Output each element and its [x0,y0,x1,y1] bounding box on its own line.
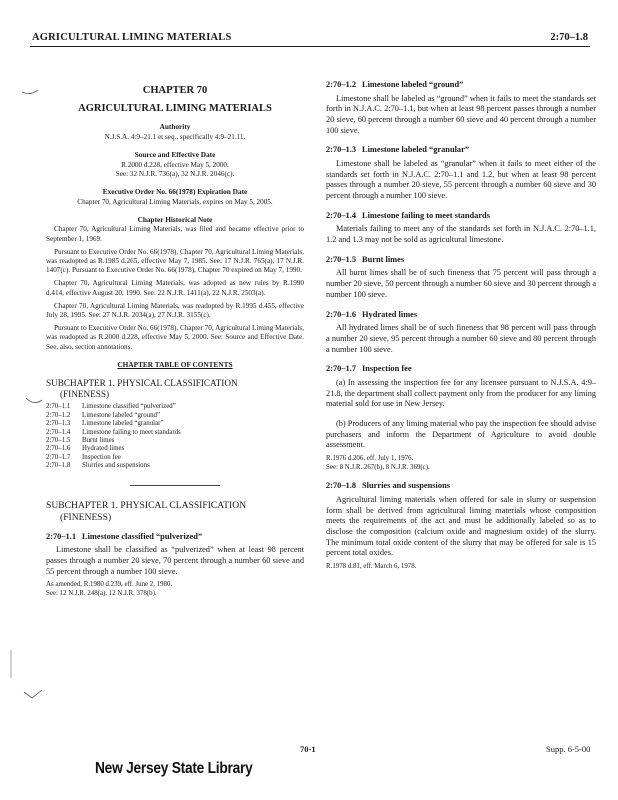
toc-entry[interactable] [46,429,304,437]
header-section-range: 2:70–1.8 [550,32,588,43]
header-title: AGRICULTURAL LIMING MATERIALS [32,32,232,43]
section-heading [326,255,596,266]
section-title: Limestone classified “pulverized” [82,531,203,541]
historical-note-paragraph: Chapter 70, Agricultural Liming Materials, was readopted by R.1995 d.455, effective July 28, 1995. See: 27 N.J.R. 2034(a), 27 N.J.R. 3155(c). [46,301,304,319]
section-body: Agricultural liming materials when offered for sale in slurry or suspension form shall be derived from agricultural liming materials whose composition meets the requirements of the act and must be additionally labeled so as to disclose the composition (calcium oxide and magnesium oxide) of the slurry. The minimum total oxide content of the slurry that may be offered for sale is 15 percent total oxides. [326,494,596,558]
supplement-date: Supp. 6-5-00 [546,744,591,754]
table-of-contents [46,403,304,470]
toc-entry[interactable] [46,403,304,411]
section-title: Burnt limes [362,254,405,264]
right-column [326,80,596,572]
section-heading [326,80,596,91]
toc-entry[interactable] [46,445,304,453]
toc-entry[interactable] [46,412,304,420]
subchapter-heading-line: SUBCHAPTER 1. PHYSICAL CLASSIFICATION [46,499,247,511]
section-title: Inspection fee [362,364,412,374]
section-heading [326,310,596,321]
section-number: 2:70–1.4 [326,210,357,220]
section-body: Limestone shall be labeled as “granular” when it fails to meet either of the standards set forth in N.J.A.C. 2:70–1.1 and 1.2, but when at least 98 percent passes through a number 20 sieve, 55 percent through a number 60 sieve and 30 percent through a number 100 sieve. [326,159,596,201]
toc-entry-title: Inspection fee [82,453,121,461]
margin-scan-mark [20,84,42,98]
source-line: See: 32 N.J.R. 736(a), 32 N.J.R. 2046(c). [115,169,235,178]
source-line: R.2000 d.228, effective May 5, 2000. [121,160,229,169]
toc-entry-title: Limestone failing to meet standards [82,428,181,436]
section-body: (a) In assessing the inspection fee for any licensee pursuant to N.J.S.A. 4:9–21.8, the department shall collect payment only from the producer for any liming material sold for use in New Jersey. [326,377,596,409]
chapter-number: CHAPTER 70 [142,85,208,96]
margin-scan-mark [24,394,46,408]
toc-entry-number: 2:70–1.1 [46,403,71,411]
historical-note-paragraph: Pursuant to Executive Order No. 66(1978), Chapter 70, Agricultural Liming Materials, was readopted as R.1985 d.265, effective May 7, 1985. See: 17 N.J.R. 765(a), 17 N.J.R. 1407(c). Pursuant to Executive Order No. 66(1978), Chapter 70 expired on May 7, 1990. [46,247,304,275]
section-number: 2:70–1.2 [326,80,357,89]
citation-line: As amended, R.1980 d.239, eff. June 2, 1980. [46,581,173,589]
historical-note-paragraph: Pursuant to Executive Order No. 66(1978), Chapter 70, Agricultural Liming Materials, was readopted as R.2000 d.228, effective May 5, 2000. See: Source and Effective Date. See, also, section annotations. [46,324,304,351]
margin-scan-mark [8,650,14,680]
section-number: 2:70–1.6 [326,309,357,319]
historical-note-heading: Chapter Historical Note [137,214,213,224]
toc-subchapter-heading [46,378,304,400]
authority-text: N.J.S.A. 4:9–21.1 et seq., specifically 4:9–21.11. [104,132,246,141]
executive-order-heading: Executive Order No. 66(1978) Expiration Date [102,186,248,196]
section-number: 2:70–1.7 [326,364,357,374]
section-heading [326,211,596,222]
table-of-contents-heading: CHAPTER TABLE OF CONTENTS [117,359,233,369]
historical-note-paragraph: Chapter 70, Agricultural Liming Materials, was filed and became effective prior to September 1, 1969. [46,225,304,243]
section-body: All burnt limes shall be of such fineness that 75 percent will pass through a number 20 sieve, 50 percent through a number 60 sieve and 30 percent through a number 100 sieve. [326,268,596,299]
toc-entry-number: 2:70–1.6 [46,445,71,453]
toc-entry-title: Limestone labeled “granular” [82,420,164,428]
toc-entry[interactable] [46,462,304,470]
subchapter-heading-line: (FINENESS) [60,511,112,523]
toc-entry[interactable] [46,454,304,462]
section-body: Limestone shall be classified as “pulverized” when at least 98 percent passes through a number 20 sieve, 70 percent through a number 60 sieve and 55 percent through a number 100 sieve. [46,545,304,576]
toc-subchapter-line: (FINENESS) [60,389,110,400]
section-heading [46,532,304,543]
left-column [46,80,304,599]
section-body: Materials failing to meet any of the standards set forth in N.J.A.C. 2:70–1.1, 1.2 and 1.3 may not be sold as agricultural limestone. [326,224,596,245]
subchapter-heading [46,500,304,524]
toc-entry[interactable] [46,420,304,428]
running-header [30,30,590,47]
section-title: Limestone labeled “granular” [362,145,470,155]
page-number: 70-1 [300,744,316,754]
section-divider [130,485,220,486]
toc-entry-number: 2:70–1.3 [46,420,71,428]
citation-line: See: 8 N.J.R. 267(b), 8 N.J.R. 369(c). [326,463,430,471]
toc-entry[interactable] [46,437,304,445]
toc-entry-number: 2:70–1.7 [46,453,71,461]
section-title: Limestone failing to meet standards [362,210,490,220]
section-title: Hydrated limes [362,309,418,319]
toc-entry-number: 2:70–1.2 [46,411,71,419]
section-citation [326,455,596,472]
section-number: 2:70–1.5 [326,254,357,264]
source-heading: Source and Effective Date [134,149,216,159]
section-number: 2:70–1.8 [326,481,357,491]
toc-entry-number: 2:70–1.8 [46,462,71,470]
toc-entry-title: Burnt limes [82,437,115,445]
section-citation: R.1978 d.81, eff. March 6, 1978. [326,563,417,571]
toc-entry-number: 2:70–1.4 [46,428,71,436]
section-heading [326,481,596,492]
section-body: (b) Producers of any liming material who pay the inspection fee should advise purchasers and inform the Department of Agriculture to avoid double assessment. [326,418,596,450]
toc-entry-title: Limestone classified “pulverized” [82,403,176,411]
toc-entry-number: 2:70–1.5 [46,437,71,445]
historical-note-paragraph: Chapter 70, Agricultural Liming Materials, was adopted as new rules by R.1990 d.414, effective August 20, 1990. See: 22 N.J.R. 1411(a), 22 N.J.R. 2503(a). [46,279,304,297]
section-body: Limestone shall be labeled as “ground” when it fails to meet the standards set forth in N.J.A.C. 2:70–1.1, but when at least 98 percent passes through a number 20 sieve, 60 percent through a number 60 sieve and 40 percent through a number 100 sieve. [326,93,596,135]
section-heading [326,364,596,375]
toc-subchapter-line: SUBCHAPTER 1. PHYSICAL CLASSIFICATION [46,378,238,389]
citation-line: R.1976 d.206, eff. July 1, 1976. [326,455,414,463]
section-title: Slurries and suspensions [362,481,450,491]
citation-line: See: 12 N.J.R. 248(a), 12 N.J.R. 378(b). [46,589,157,597]
section-citation [46,581,304,598]
toc-entry-title: Slurries and suspensions [82,462,150,470]
margin-scan-mark [22,688,46,704]
toc-entry-title: Hydrated limes [82,445,125,453]
executive-order-text: Chapter 70, Agricultural Liming Materials, expires on May 5, 2005. [77,197,273,206]
chapter-title: AGRICULTURAL LIMING MATERIALS [78,102,272,114]
authority-heading: Authority [159,122,191,132]
section-body: All hydrated limes shall be of such fineness that 98 percent will pass through a number 20 sieve, 95 percent through a number 60 sieve and 80 percent through a number 100 sieve. [326,323,596,354]
library-stamp: New Jersey State Library [95,760,253,777]
section-title: Limestone labeled “ground” [362,80,464,89]
section-number: 2:70–1.1 [46,531,77,541]
section-number: 2:70–1.3 [326,145,357,155]
section-heading [326,145,596,156]
toc-entry-title: Limestone labeled “ground” [82,411,161,419]
